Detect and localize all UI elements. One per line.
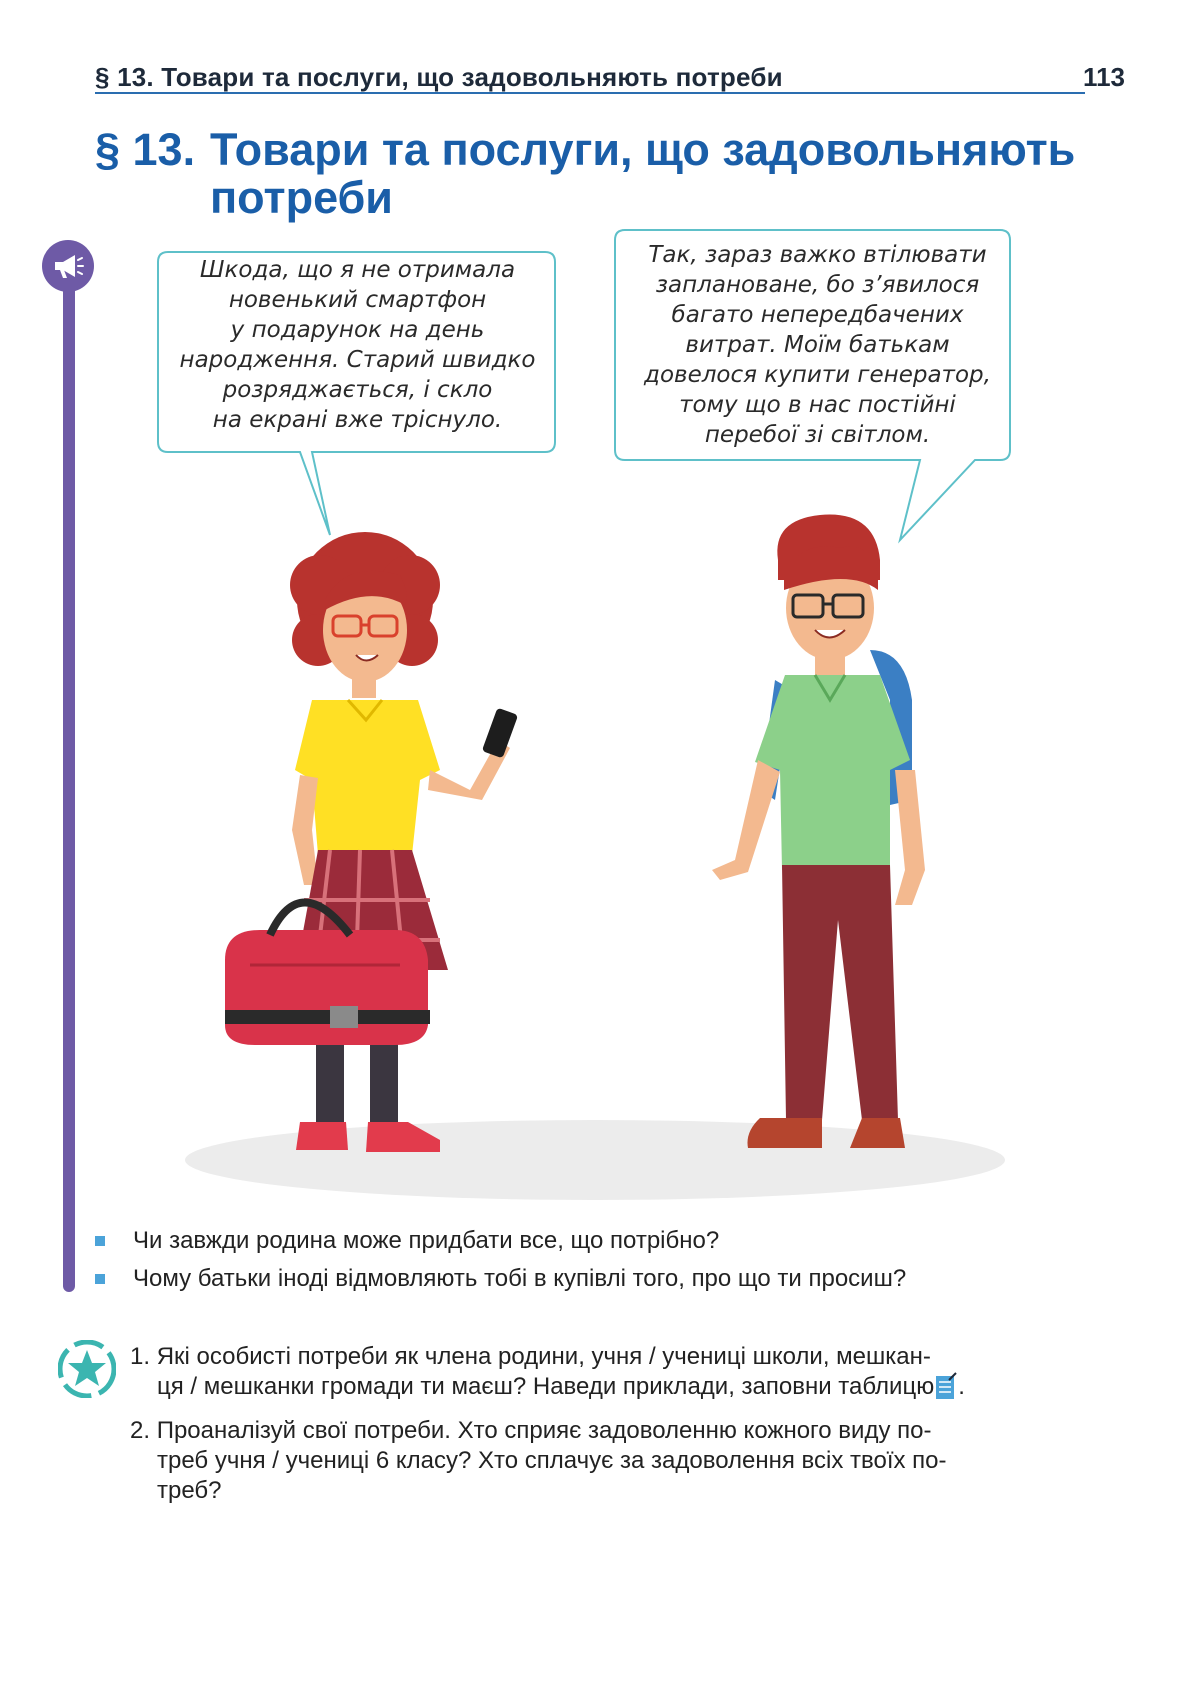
speech-text-left <box>160 255 555 435</box>
section-number: § 13. <box>95 124 196 175</box>
task-text: ця / мешканки громади ти маєш? Наведи приклади, заповни таблицю <box>157 1373 935 1400</box>
speech-text-right <box>620 240 1015 450</box>
bullet-square-icon <box>95 1236 105 1246</box>
speech-left-line: розряджається, і скло <box>222 377 493 403</box>
title-line-1: Товари та послуги, що задовольняють <box>210 124 1076 175</box>
bullet-square-icon <box>95 1274 105 1284</box>
speech-right-line: довелося купити генератор, <box>644 362 991 388</box>
task-number: 2. <box>130 1417 151 1444</box>
speech-right-line: Так, зараз важко втілювати <box>648 242 987 268</box>
question-list <box>95 1222 1095 1298</box>
question-item <box>95 1222 1095 1260</box>
speech-right-line: заплановане, бо з’явилося <box>655 272 980 298</box>
task-text: Проаналізуй свої потреби. Хто сприяє задоволенню кожного виду по- <box>156 1417 932 1444</box>
speech-left-line: Шкода, що я не отримала <box>199 257 516 283</box>
task-text: Які особисті потреби як члена родини, учня / учениці школи, мешкан- <box>156 1343 931 1370</box>
duffel-bag <box>225 930 428 1045</box>
question-item <box>95 1260 1095 1298</box>
task-list <box>130 1342 1085 1520</box>
task-line: треб учня / учениці 6 класу? Хто сплачує за задоволення всіх твоїх по- <box>157 1447 947 1474</box>
question-text: Чи завжди родина може придбати все, що потрібно? <box>133 1227 720 1254</box>
running-title: § 13. Товари та послуги, що задовольняють потреби <box>95 62 783 92</box>
speech-right-line: тому що в нас постійні <box>679 392 956 418</box>
task-number: 1. <box>130 1343 151 1370</box>
task-line <box>130 1342 1085 1372</box>
notebook-icon <box>935 1372 957 1400</box>
task-item <box>130 1342 1085 1402</box>
speech-left-line: новенький смартфон <box>228 287 487 313</box>
speech-left-line: народження. Старий швидко <box>179 347 536 373</box>
star-icon <box>58 1340 116 1398</box>
boy-figure <box>712 515 925 1148</box>
task-line: треб? <box>157 1477 222 1504</box>
speech-right-line: багато непередбачених <box>671 302 964 328</box>
task-line <box>130 1416 1085 1446</box>
speech-left-line: на екрані вже тріснуло. <box>212 407 503 433</box>
speech-left-line: у подарунок на день <box>230 317 485 343</box>
speech-right-line: перебої зі світлом. <box>704 422 931 448</box>
task-line <box>130 1372 1085 1402</box>
task-item <box>130 1416 1085 1506</box>
girl-figure <box>225 532 518 1152</box>
question-text: Чому батьки іноді відмовляють тобі в купівлі того, про що ти просиш? <box>133 1265 907 1292</box>
page-number: 113 <box>1083 62 1125 92</box>
phone <box>482 708 518 759</box>
title-line-2: потреби <box>210 172 393 223</box>
task-text-end: . <box>958 1373 965 1400</box>
speech-right-line: витрат. Моїм батькам <box>685 332 950 358</box>
